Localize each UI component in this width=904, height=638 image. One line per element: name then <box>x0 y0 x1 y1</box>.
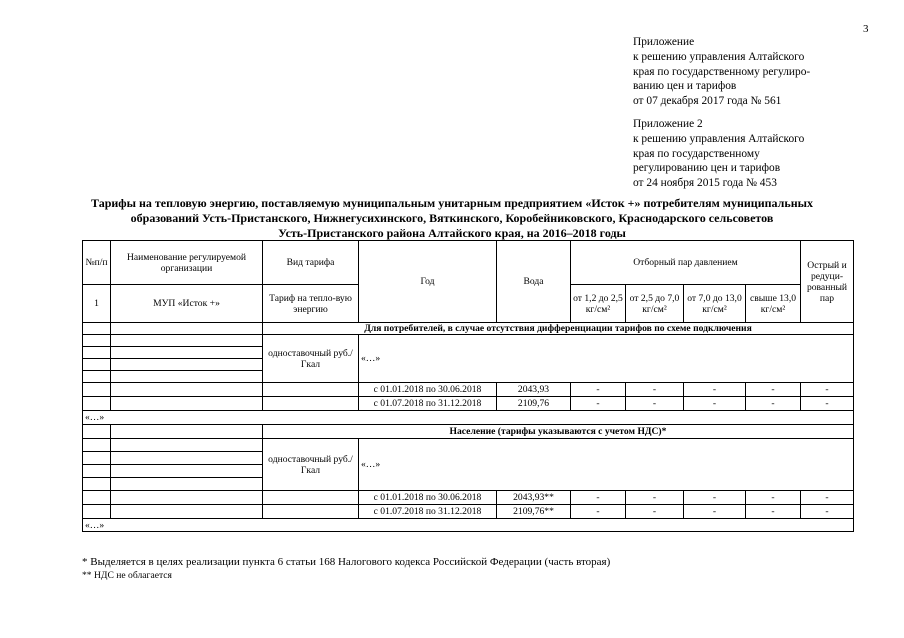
section2-tariff: одноставочный руб./Гкал <box>263 439 359 491</box>
appendix-1-block <box>633 35 810 109</box>
table-row <box>83 397 854 411</box>
section2-ellipsis: «…» <box>359 439 854 491</box>
appendix-line: Приложение 2 <box>633 118 703 130</box>
section1-ellipsis: «…» <box>359 335 854 383</box>
p3-cell: - <box>684 505 746 519</box>
period-cell: с 01.07.2018 по 31.12.2018 <box>359 505 497 519</box>
section2-title-row <box>83 425 854 439</box>
p1-cell: - <box>571 491 626 505</box>
ellipsis-cell: «…» <box>83 519 854 532</box>
appendix-line: ванию цен и тарифов <box>633 80 737 93</box>
water-cell: 2043,93** <box>497 491 571 505</box>
header-year: Год <box>359 241 497 323</box>
p2-cell: - <box>626 383 684 397</box>
appendix-line: к решению управления Алтайского <box>633 50 805 63</box>
header-p3: от 7,0 до 13,0 кг/см² <box>684 285 746 323</box>
table-row <box>83 491 854 505</box>
header-steam: Отборный пар давлением <box>571 241 801 285</box>
ellipsis-row-1 <box>83 411 854 425</box>
footnote-2: ** НДС не облагается <box>82 570 172 581</box>
p4-cell: - <box>746 491 801 505</box>
appendix-2-block <box>633 117 804 191</box>
table-row <box>83 383 854 397</box>
appendix-line: Приложение <box>633 36 695 48</box>
title-line: Тарифы на тепловую энергию, поставляемую муниципальным унитарным предприятием «Исток +» потребителям муниципальных <box>90 196 814 210</box>
header-row <box>83 241 854 285</box>
appendix-line: от 07 декабря 2017 года № 561 <box>633 95 782 108</box>
water-cell: 2043,93 <box>497 383 571 397</box>
section1-title: Для потребителей, в случае отсутствия дифференциации тарифов по схеме подключения <box>263 323 854 335</box>
appendix-line: края по государственному регулиро- <box>633 65 811 78</box>
ellipsis-cell: «…» <box>83 411 854 425</box>
section1-ellipsis-row <box>83 335 854 347</box>
water-cell: 2109,76 <box>497 397 571 411</box>
title-line: Усть-Пристанского района Алтайского края, на 2016–2018 годы <box>278 226 626 240</box>
org-name: МУП «Исток +» <box>111 285 263 323</box>
header-num: №п/п <box>83 241 111 285</box>
section1-title-row <box>83 323 854 335</box>
org-num: 1 <box>83 285 111 323</box>
period-cell: с 01.01.2018 по 30.06.2018 <box>359 491 497 505</box>
footnotes <box>82 555 610 583</box>
sharp-cell: - <box>801 383 854 397</box>
section2-ellipsis-row <box>83 439 854 452</box>
p4-cell: - <box>746 397 801 411</box>
p1-cell: - <box>571 397 626 411</box>
appendix-line: регулированию цен и тарифов <box>633 162 781 175</box>
header-p1: от 1,2 до 2,5 кг/см² <box>571 285 626 323</box>
appendix-line: к решению управления Алтайского <box>633 132 805 145</box>
document-title <box>40 196 864 241</box>
sharp-cell: - <box>801 491 854 505</box>
appendix-line: края по государственному <box>633 147 760 160</box>
header-sharp-steam: Острый и редуци-рованный пар <box>801 241 854 323</box>
p1-cell: - <box>571 505 626 519</box>
page-number: 3 <box>863 23 869 35</box>
org-tariff: Тариф на тепло-вую энергию <box>263 285 359 323</box>
p4-cell: - <box>746 383 801 397</box>
ellipsis-row-2 <box>83 519 854 532</box>
header-tariff-type: Вид тарифа <box>263 241 359 285</box>
section1-tariff: одноставочный руб./Гкал <box>263 335 359 383</box>
header-water: Вода <box>497 241 571 323</box>
header-p2: от 2,5 до 7,0 кг/см² <box>626 285 684 323</box>
p3-cell: - <box>684 491 746 505</box>
p2-cell: - <box>626 505 684 519</box>
footnote-1: * Выделяется в целях реализации пункта 6 статьи 168 Налогового кодекса Российской Федерации (часть вторая) <box>82 556 611 568</box>
table-row <box>83 505 854 519</box>
tariff-table <box>82 240 854 532</box>
sharp-cell: - <box>801 505 854 519</box>
title-line: образований Усть-Пристанского, Нижнегусихинского, Вяткинского, Коробейниковского, Краснодарского сельсоветов <box>130 211 774 225</box>
period-cell: с 01.01.2018 по 30.06.2018 <box>359 383 497 397</box>
water-cell: 2109,76** <box>497 505 571 519</box>
p3-cell: - <box>684 383 746 397</box>
appendix-line: от 24 ноября 2015 года № 453 <box>633 177 777 190</box>
p2-cell: - <box>626 491 684 505</box>
p4-cell: - <box>746 505 801 519</box>
period-cell: с 01.07.2018 по 31.12.2018 <box>359 397 497 411</box>
header-p4: свыше 13,0 кг/см² <box>746 285 801 323</box>
section2-title: Население (тарифы указываются с учетом НДС)* <box>263 425 854 439</box>
p2-cell: - <box>626 397 684 411</box>
sharp-cell: - <box>801 397 854 411</box>
p3-cell: - <box>684 397 746 411</box>
header-org: Наименование регулируемой организации <box>111 241 263 285</box>
p1-cell: - <box>571 383 626 397</box>
